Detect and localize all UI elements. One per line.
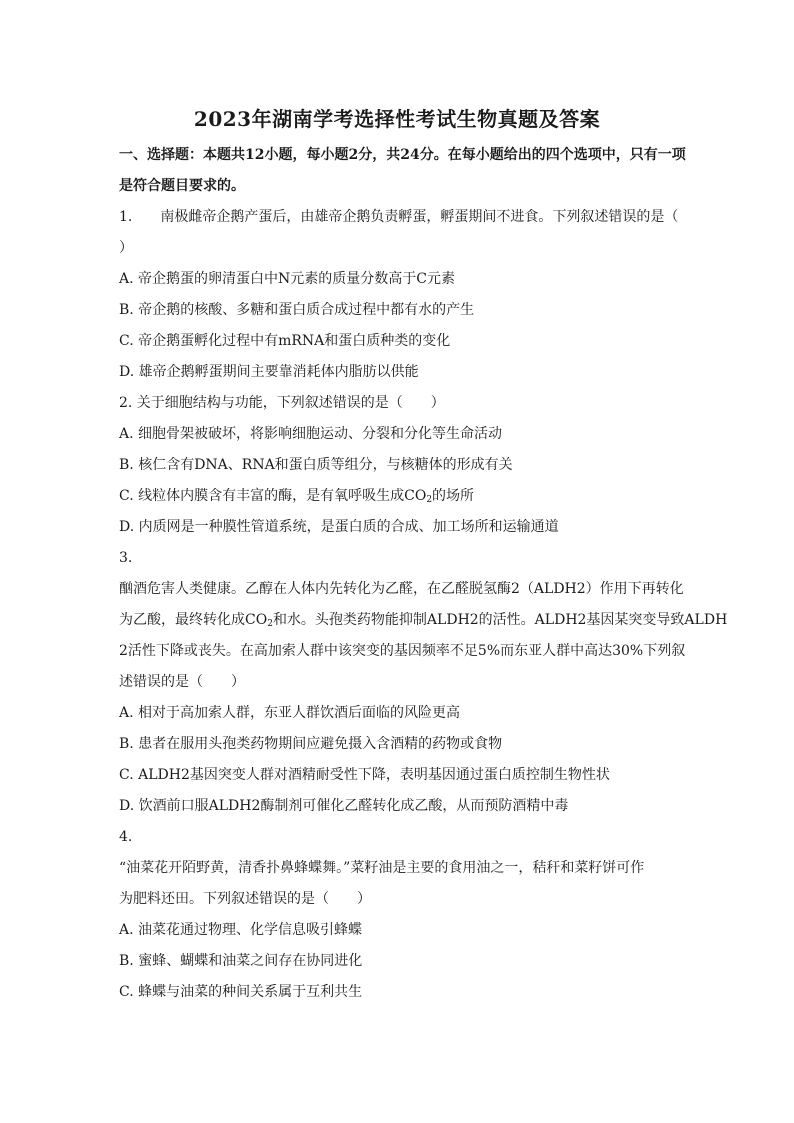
q2-option-c-sub: 2 (426, 495, 433, 505)
q2-option-c-post: 的场所 (432, 488, 475, 504)
q3-stem-line1: 酗酒危害人类健康。乙醇在人体内先转化为乙醛，在乙醛脱氢酶2（ALDH2）作用下再转化 (119, 581, 684, 597)
q4-number: 4. (119, 829, 133, 845)
q1-option-d: D. 雄帝企鹅孵蛋期间主要靠消耗体内脂肪以供能 (119, 364, 419, 380)
q3-line2-post: 和水。头孢类药物能抑制ALDH2的活性。ALDH2基因某突变导致ALDH (272, 612, 728, 628)
section-heading-line1: 一、选择题：本题共12小题，每小题2分，共24分。在每小题给出的四个选项中，只有一项 (119, 147, 686, 163)
q3-option-d: D. 饮酒前口服ALDH2酶制剂可催化乙醛转化成乙酸，从而预防酒精中毒 (119, 798, 569, 814)
q4-stem-line2: 为肥料还田。下列叙述错误的是（ ） (119, 891, 371, 907)
q3-option-c: C. ALDH2基因突变人群对酒精耐受性下降，表明基因通过蛋白质控制生物性状 (119, 767, 610, 783)
q4-option-a: A. 油菜花通过物理、化学信息吸引蜂蝶 (119, 922, 363, 938)
q4-option-c: C. 蜂蝶与油菜的种间关系属于互利共生 (119, 984, 363, 1000)
q4-option-b: B. 蜜蜂、蝴蝶和油菜之间存在协同进化 (119, 953, 363, 969)
q2-stem: 2. 关于细胞结构与功能，下列叙述错误的是（ ） (119, 395, 445, 411)
q1-option-a: A. 帝企鹅蛋的卵清蛋白中N元素的质量分数高于C元素 (119, 271, 455, 287)
q3-stem-line4: 述错误的是（ ） (119, 674, 245, 690)
q3-option-a: A. 相对于高加索人群，东亚人群饮酒后面临的风险更高 (119, 705, 461, 721)
q2-option-c (119, 486, 679, 510)
page-title: 2023年湖南学考选择性考试生物真题及答案 (193, 107, 601, 131)
q3-option-b: B. 患者在服用头孢类药物期间应避免摄入含酒精的药物或食物 (119, 736, 503, 752)
q1-stem-line1: 1. 南极雌帝企鹅产蛋后，由雄帝企鹅负责孵蛋，孵蛋期间不进食。下列叙述错误的是（ (119, 209, 679, 225)
q2-option-a: A. 细胞骨架被破坏，将影响细胞运动、分裂和分化等生命活动 (119, 426, 503, 442)
q1-stem-line2: ） (119, 240, 133, 256)
q4-stem-line1: “油菜花开陌野黄，清香扑鼻蜂蝶舞。”菜籽油是主要的食用油之一，秸秆和菜籽饼可作 (119, 860, 645, 876)
section-heading-line2: 是符合题目要求的。 (119, 178, 245, 194)
q2-option-c-pre: C. 线粒体内膜含有丰富的酶，是有氧呼吸生成CO (119, 488, 427, 504)
q2-option-d: D. 内质网是一种膜性管道系统，是蛋白质的合成、加工场所和运输通道 (119, 519, 559, 535)
q1-option-b: B. 帝企鹅的核酸、多糖和蛋白质合成过程中都有水的产生 (119, 302, 475, 318)
q1-option-c: C. 帝企鹅蛋孵化过程中有mRNA和蛋白质种类的变化 (119, 333, 451, 349)
q3-stem-line2 (119, 610, 728, 634)
q3-stem-line3: 2活性下降或丧失。在高加索人群中该突变的基因频率不足5%而东亚人群中高达30%下列叙 (119, 643, 686, 659)
q3-line2-pre: 为乙酸，最终转化成CO (119, 612, 268, 628)
q3-line2-sub: 2 (267, 619, 273, 629)
q3-number: 3. (119, 550, 133, 566)
q2-option-b: B. 核仁含有DNA、RNA和蛋白质等组分，与核糖体的形成有关 (119, 457, 513, 473)
